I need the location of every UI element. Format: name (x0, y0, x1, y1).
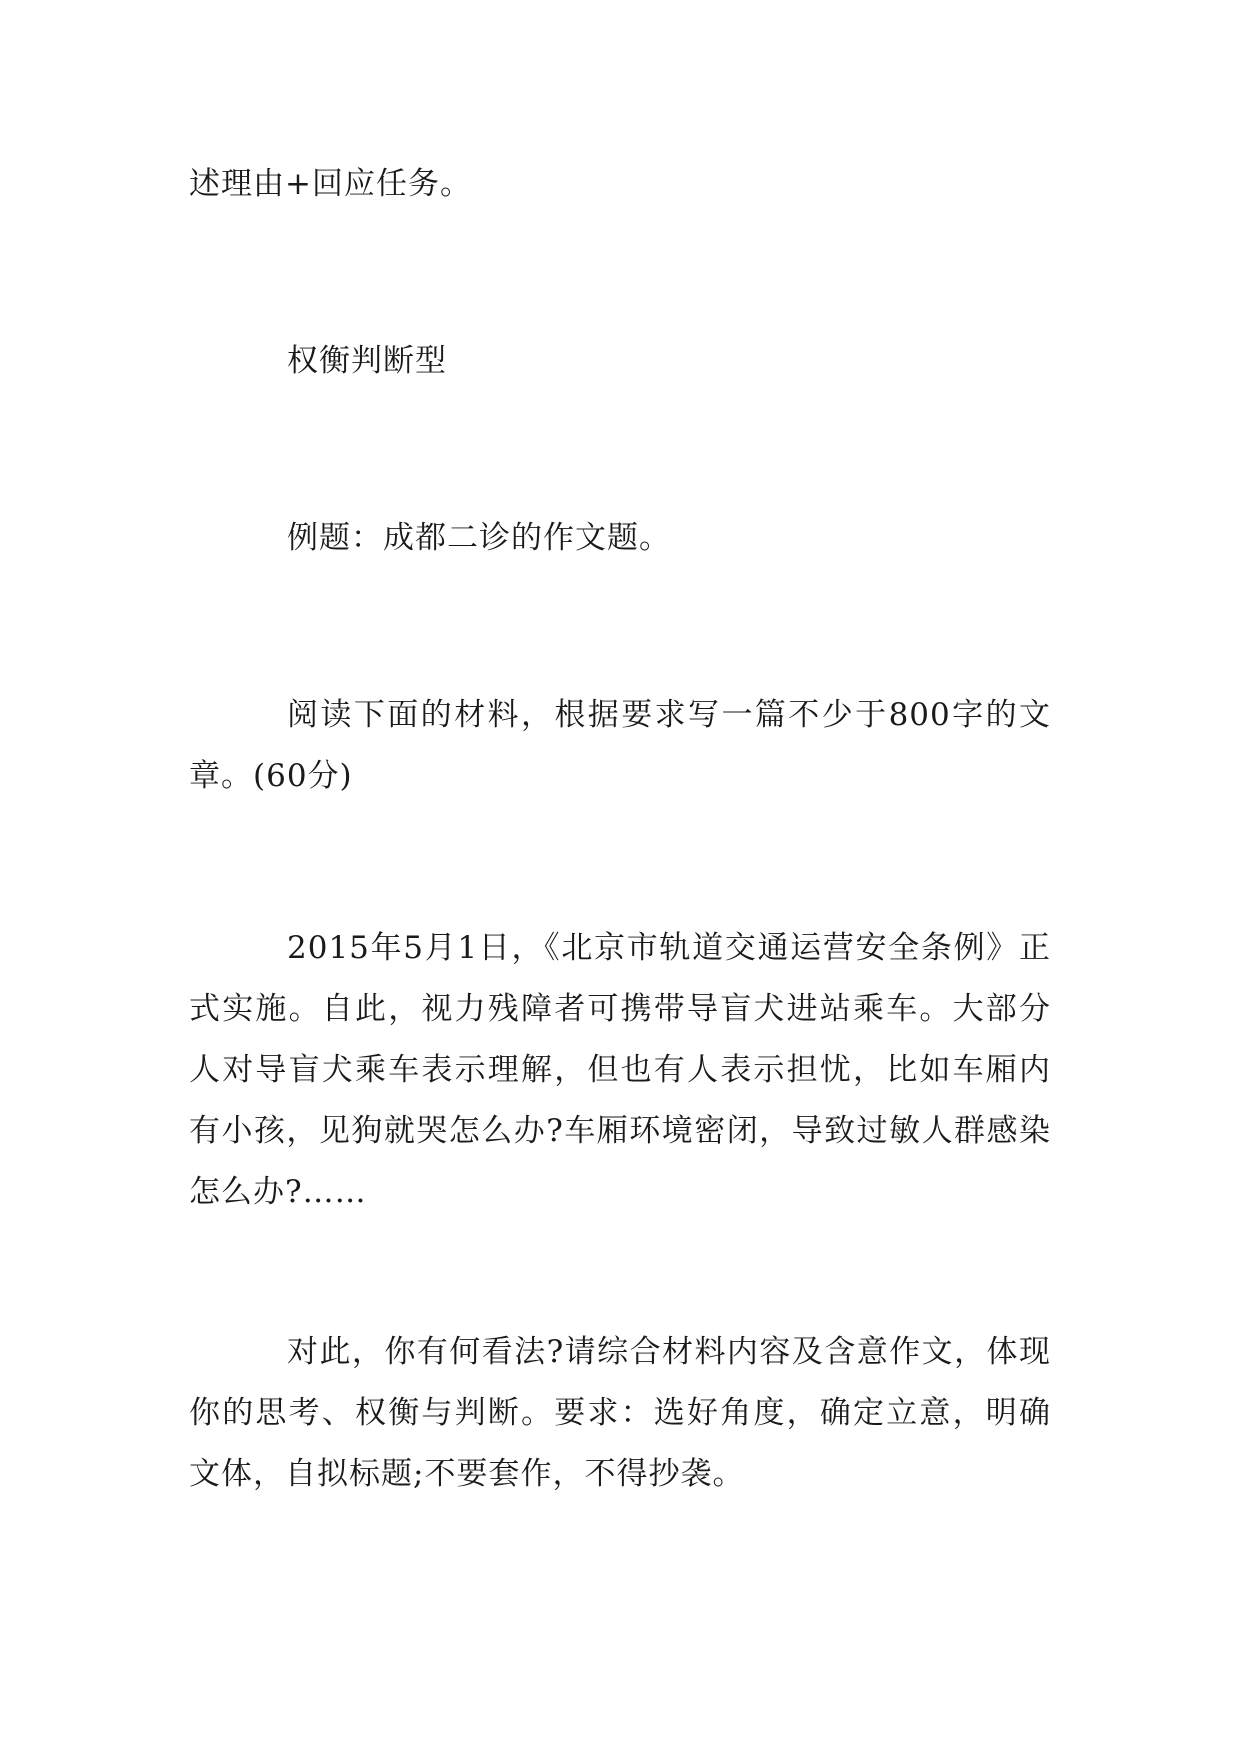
example-label: 例题：成都二诊的作文题。 (287, 520, 671, 556)
material-paragraph: 2015年5月1日，《北京市轨道交通运营安全条例》正式实施。自此，视力残障者可携带导盲犬进站乘车。大部分人对导盲犬乘车表示理解，但也有人表示担忧，比如车厢内有小孩，见狗就哭怎么办?车厢环境密闭，导致过敏人群感染怎么办?…… (189, 930, 1051, 1210)
task-paragraph: 对此，你有何看法?请综合材料内容及含意作文，体现你的思考、权衡与判断。要求：选好角度，确定立意，明确文体，自拟标题;不要套作，不得抄袭。 (189, 1334, 1051, 1492)
section-heading: 权衡判断型 (287, 343, 447, 379)
instruction-paragraph: 阅读下面的材料，根据要求写一篇不少于800字的文章。(60分) (189, 697, 1051, 794)
paragraph-continuation: 述理由+回应任务。 (189, 166, 472, 202)
